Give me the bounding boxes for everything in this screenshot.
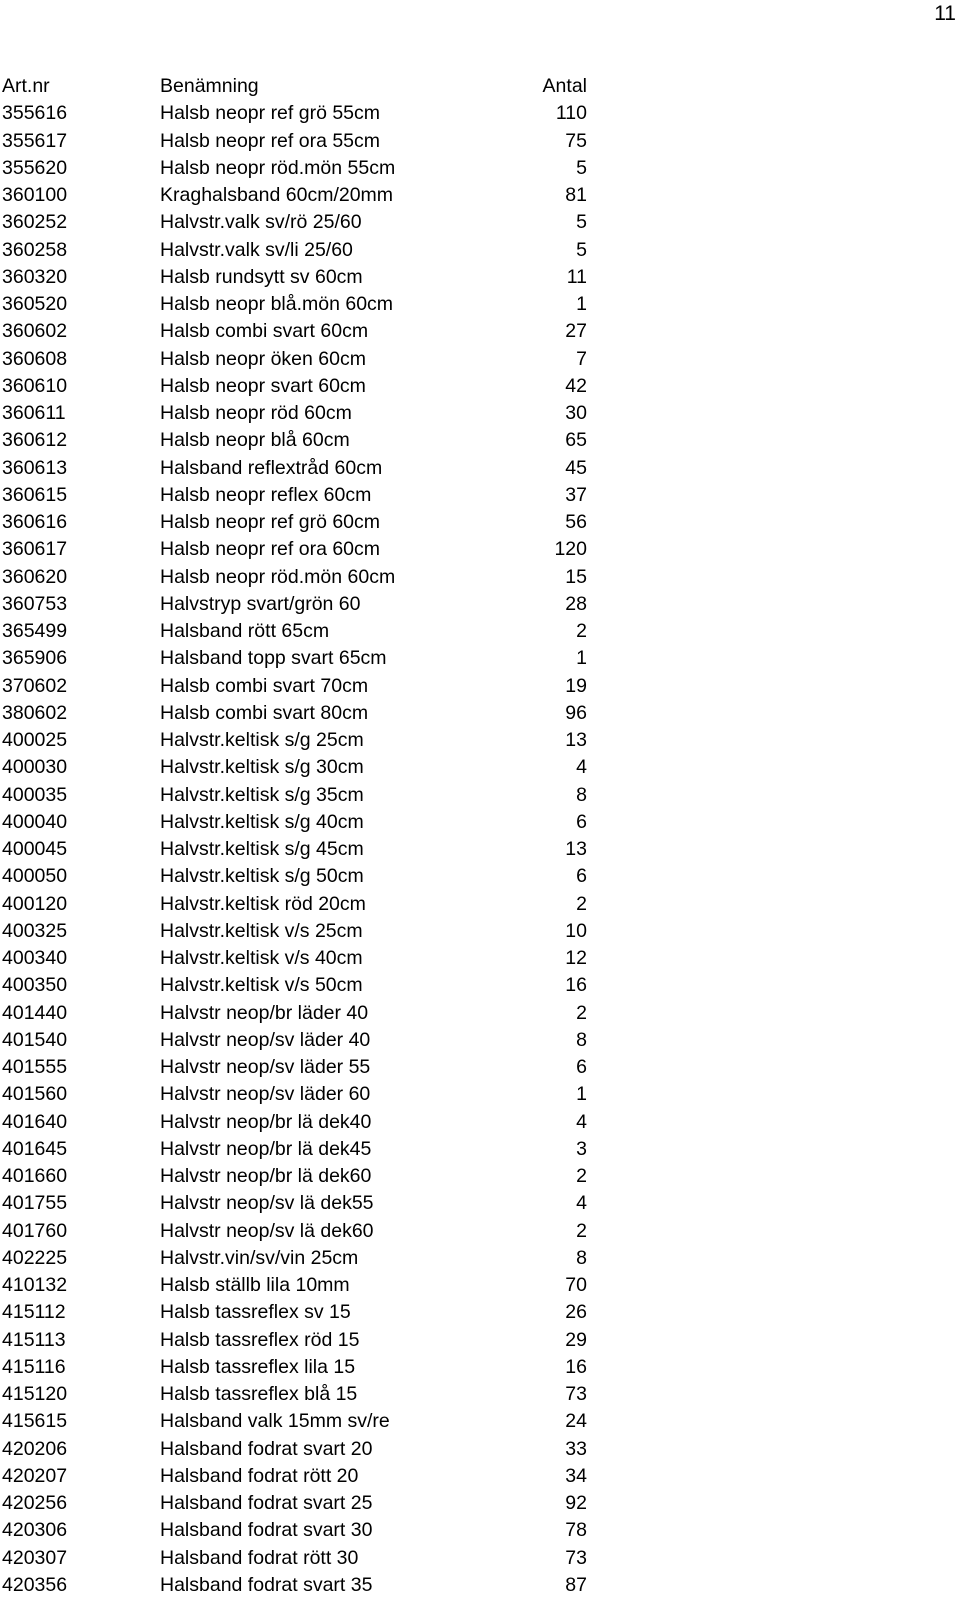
cell-name: Halsb tassreflex blå 15 [160,1383,358,1405]
table-header-row [2,73,587,100]
cell-artnr: 420256 [2,1492,68,1514]
table-row [2,1163,587,1190]
table-row [2,400,587,427]
cell-artnr: 401555 [2,1056,68,1078]
cell-qty: 2 [576,620,587,642]
cell-name: Halsb neopr röd 60cm [160,402,352,424]
header-artnr: Art.nr [2,75,50,97]
cell-artnr: 370602 [2,674,68,697]
inventory-table [2,73,587,1599]
table-row [2,128,587,155]
cell-qty: 16 [565,974,587,997]
cell-artnr: 400035 [2,783,68,806]
cell-artnr: 360616 [2,511,68,533]
cell-qty: 1 [576,647,587,670]
table-body [2,100,587,1599]
table-row [2,1490,587,1517]
table-row [2,618,587,645]
cell-qty: 5 [576,156,587,179]
table-row [2,1136,587,1163]
table-row [2,809,587,836]
cell-qty: 70 [565,1274,587,1296]
cell-name: Halsb combi svart 70cm [160,674,369,697]
cell-qty: 65 [565,429,587,452]
cell-artnr: 401560 [2,1083,68,1106]
table-row [2,836,587,863]
table-row [2,591,587,618]
cell-artnr: 360613 [2,456,68,479]
cell-name: Halvstr neop/br lä dek60 [160,1165,372,1187]
cell-qty: 78 [565,1519,587,1542]
cell-artnr: 420206 [2,1437,68,1460]
cell-name: Halsband rött 65cm [160,620,330,642]
table-row [2,1054,587,1081]
cell-name: Halsband fodrat svart 25 [160,1492,373,1514]
cell-name: Halvstr.keltisk s/g 45cm [160,838,364,860]
cell-artnr: 360520 [2,293,68,315]
cell-qty: 1 [576,293,587,315]
cell-qty: 30 [565,402,587,424]
cell-name: Halsband fodrat svart 20 [160,1437,373,1460]
cell-name: Halsb combi svart 80cm [160,701,369,724]
table-row [2,1545,587,1572]
cell-artnr: 360620 [2,565,68,588]
cell-artnr: 415112 [2,1301,66,1324]
cell-name: Halvstr.keltisk s/g 40cm [160,810,364,833]
cell-name: Halsb neopr röd.mön 55cm [160,156,396,179]
cell-artnr: 401640 [2,1110,68,1133]
cell-artnr: 420307 [2,1546,68,1569]
table-row [2,1245,587,1272]
cell-qty: 81 [565,184,587,206]
cell-qty: 8 [576,1246,587,1269]
cell-artnr: 400050 [2,865,68,888]
cell-qty: 2 [576,1001,587,1024]
cell-qty: 12 [565,947,587,969]
cell-artnr: 415113 [2,1328,66,1351]
table-row [2,427,587,454]
cell-qty: 16 [565,1355,587,1378]
cell-name: Halsb rundsytt sv 60cm [160,265,363,288]
cell-qty: 6 [576,865,587,888]
cell-name: Halvstr neop/sv läder 40 [160,1028,371,1051]
cell-name: Halsband fodrat rött 30 [160,1546,359,1569]
table-row [2,237,587,264]
table-row [2,346,587,373]
cell-qty: 5 [576,211,587,234]
table-row [2,536,587,563]
cell-artnr: 415120 [2,1383,68,1405]
cell-artnr: 401645 [2,1137,68,1160]
cell-qty: 2 [576,892,587,915]
cell-name: Halvstr.keltisk v/s 40cm [160,947,363,969]
table-row [2,754,587,781]
cell-qty: 4 [576,756,587,779]
cell-artnr: 360100 [2,184,68,206]
cell-qty: 13 [565,729,587,751]
table-row [2,482,587,509]
cell-artnr: 355617 [2,129,68,152]
table-row [2,945,587,972]
cell-name: Halvstr neop/sv lä dek55 [160,1192,374,1215]
cell-name: Halsb neopr svart 60cm [160,374,366,397]
cell-qty: 37 [565,483,587,506]
table-row [2,155,587,182]
cell-qty: 110 [555,102,587,125]
table-row [2,455,587,482]
cell-qty: 75 [565,129,587,152]
cell-name: Halvstryp svart/grön 60 [160,592,361,615]
cell-qty: 33 [565,1437,587,1460]
table-row [2,673,587,700]
cell-qty: 2 [576,1219,587,1242]
cell-name: Halvstr neop/sv läder 60 [160,1083,371,1106]
cell-name: Halsb neopr ref grö 60cm [160,511,381,533]
cell-artnr: 365906 [2,647,68,670]
table-row [2,1299,587,1326]
cell-artnr: 355616 [2,102,68,125]
cell-name: Halsband fodrat svart 30 [160,1519,373,1542]
cell-name: Halvstr neop/br lä dek45 [160,1137,372,1160]
cell-name: Halsb neopr reflex 60cm [160,483,372,506]
cell-qty: 8 [576,783,587,806]
cell-name: Halvstr.keltisk v/s 50cm [160,974,363,997]
cell-qty: 10 [565,919,587,942]
cell-qty: 15 [565,565,587,588]
header-qty: Antal [542,75,587,97]
cell-artnr: 401755 [2,1192,68,1215]
cell-qty: 34 [565,1464,587,1487]
cell-qty: 6 [576,1056,587,1078]
table-row [2,700,587,727]
cell-artnr: 360602 [2,320,68,343]
table-row [2,918,587,945]
cell-name: Halsb neopr ref ora 60cm [160,538,381,561]
cell-artnr: 360258 [2,238,68,261]
cell-artnr: 401440 [2,1001,68,1024]
cell-artnr: 360610 [2,374,68,397]
page-number: 11 [934,2,956,25]
cell-name: Halsb tassreflex röd 15 [160,1328,360,1351]
table-row [2,1517,587,1544]
cell-artnr: 380602 [2,701,68,724]
cell-artnr: 410132 [2,1274,68,1296]
cell-qty: 96 [565,701,587,724]
table-row [2,863,587,890]
cell-artnr: 401540 [2,1028,68,1051]
table-row [2,291,587,318]
cell-name: Halvstr.valk sv/li 25/60 [160,238,353,261]
cell-name: Halsb tassreflex sv 15 [160,1301,351,1324]
cell-name: Halsband topp svart 65cm [160,647,387,670]
cell-qty: 27 [565,320,587,343]
cell-qty: 28 [565,592,587,615]
table-row [2,182,587,209]
cell-qty: 120 [554,538,587,561]
table-row [2,1272,587,1299]
cell-name: Halvstr.valk sv/rö 25/60 [160,211,362,234]
cell-name: Halvstr.keltisk s/g 30cm [160,756,364,779]
cell-name: Halsb neopr ref grö 55cm [160,102,381,125]
cell-qty: 92 [565,1492,587,1514]
cell-artnr: 400030 [2,756,68,779]
table-row [2,1327,587,1354]
cell-artnr: 400025 [2,729,68,751]
cell-qty: 3 [576,1137,587,1160]
cell-name: Halsb neopr blå 60cm [160,429,350,452]
cell-name: Halvstr neop/br lä dek40 [160,1110,372,1133]
cell-qty: 73 [565,1383,587,1405]
cell-artnr: 400340 [2,947,68,969]
header-name: Benämning [160,75,259,97]
cell-artnr: 400040 [2,810,68,833]
table-row [2,1027,587,1054]
cell-name: Halvstr.vin/sv/vin 25cm [160,1246,359,1269]
table-row [2,1218,587,1245]
table-row [2,891,587,918]
cell-qty: 26 [565,1301,587,1324]
cell-artnr: 420356 [2,1573,68,1596]
cell-name: Kraghalsband 60cm/20mm [160,184,394,206]
table-row [2,1109,587,1136]
table-row [2,1463,587,1490]
cell-qty: 19 [565,674,587,697]
cell-name: Halvstr.keltisk s/g 50cm [160,865,364,888]
cell-artnr: 420207 [2,1464,68,1487]
cell-name: Halvstr.keltisk v/s 25cm [160,919,363,942]
table-row [2,782,587,809]
table-row [2,1408,587,1435]
cell-name: Halsb neopr ref ora 55cm [160,129,381,152]
cell-artnr: 400045 [2,838,68,860]
cell-name: Halvstr neop/sv läder 55 [160,1056,371,1078]
cell-artnr: 401660 [2,1165,68,1187]
table-row [2,645,587,672]
cell-artnr: 360252 [2,211,68,234]
cell-name: Halvstr.keltisk s/g 35cm [160,783,364,806]
table-row [2,318,587,345]
cell-artnr: 360320 [2,265,68,288]
cell-artnr: 360617 [2,538,68,561]
table-row [2,100,587,127]
cell-qty: 11 [566,265,587,288]
cell-name: Halsb neopr öken 60cm [160,347,366,370]
cell-qty: 29 [565,1328,587,1351]
table-row [2,1381,587,1408]
cell-name: Halsband fodrat rött 20 [160,1464,359,1487]
table-row [2,209,587,236]
cell-name: Halsb neopr blå.mön 60cm [160,293,394,315]
cell-qty: 45 [565,456,587,479]
table-row [2,1354,587,1381]
cell-artnr: 415116 [2,1355,66,1378]
cell-name: Halvstr.keltisk röd 20cm [160,892,366,915]
cell-artnr: 401760 [2,1219,68,1242]
table-row [2,972,587,999]
cell-artnr: 420306 [2,1519,68,1542]
cell-qty: 1 [576,1083,587,1106]
cell-qty: 87 [565,1573,587,1596]
cell-name: Halsb neopr röd.mön 60cm [160,565,396,588]
table-row [2,1436,587,1463]
cell-artnr: 360608 [2,347,68,370]
cell-artnr: 360615 [2,483,68,506]
table-row [2,727,587,754]
cell-name: Halsband fodrat svart 35 [160,1573,373,1596]
cell-artnr: 360611 [2,402,66,424]
table-row [2,1572,587,1599]
table-row [2,1081,587,1108]
cell-name: Halsb ställb lila 10mm [160,1274,350,1296]
cell-qty: 13 [565,838,587,860]
table-row [2,264,587,291]
cell-name: Halsb combi svart 60cm [160,320,369,343]
cell-artnr: 400350 [2,974,68,997]
table-row [2,509,587,536]
cell-artnr: 415615 [2,1410,68,1433]
cell-qty: 4 [576,1192,587,1215]
cell-artnr: 402225 [2,1246,68,1269]
cell-qty: 4 [576,1110,587,1133]
cell-qty: 56 [565,511,587,533]
cell-name: Halvstr.keltisk s/g 25cm [160,729,364,751]
cell-qty: 42 [565,374,587,397]
cell-artnr: 360612 [2,429,68,452]
cell-artnr: 400120 [2,892,68,915]
cell-name: Halsband valk 15mm sv/re [160,1410,390,1433]
cell-artnr: 365499 [2,620,68,642]
cell-qty: 2 [576,1165,587,1187]
cell-artnr: 355620 [2,156,68,179]
cell-qty: 7 [576,347,587,370]
cell-qty: 73 [565,1546,587,1569]
cell-name: Halvstr neop/br läder 40 [160,1001,369,1024]
table-row [2,564,587,591]
table-row [2,1000,587,1027]
cell-artnr: 360753 [2,592,68,615]
table-row [2,373,587,400]
cell-name: Halsb tassreflex lila 15 [160,1355,356,1378]
table-row [2,1190,587,1217]
cell-qty: 24 [565,1410,587,1433]
cell-name: Halsband reflextråd 60cm [160,456,383,479]
cell-artnr: 400325 [2,919,68,942]
cell-name: Halvstr neop/sv lä dek60 [160,1219,374,1242]
cell-qty: 5 [576,238,587,261]
cell-qty: 6 [576,810,587,833]
cell-qty: 8 [576,1028,587,1051]
